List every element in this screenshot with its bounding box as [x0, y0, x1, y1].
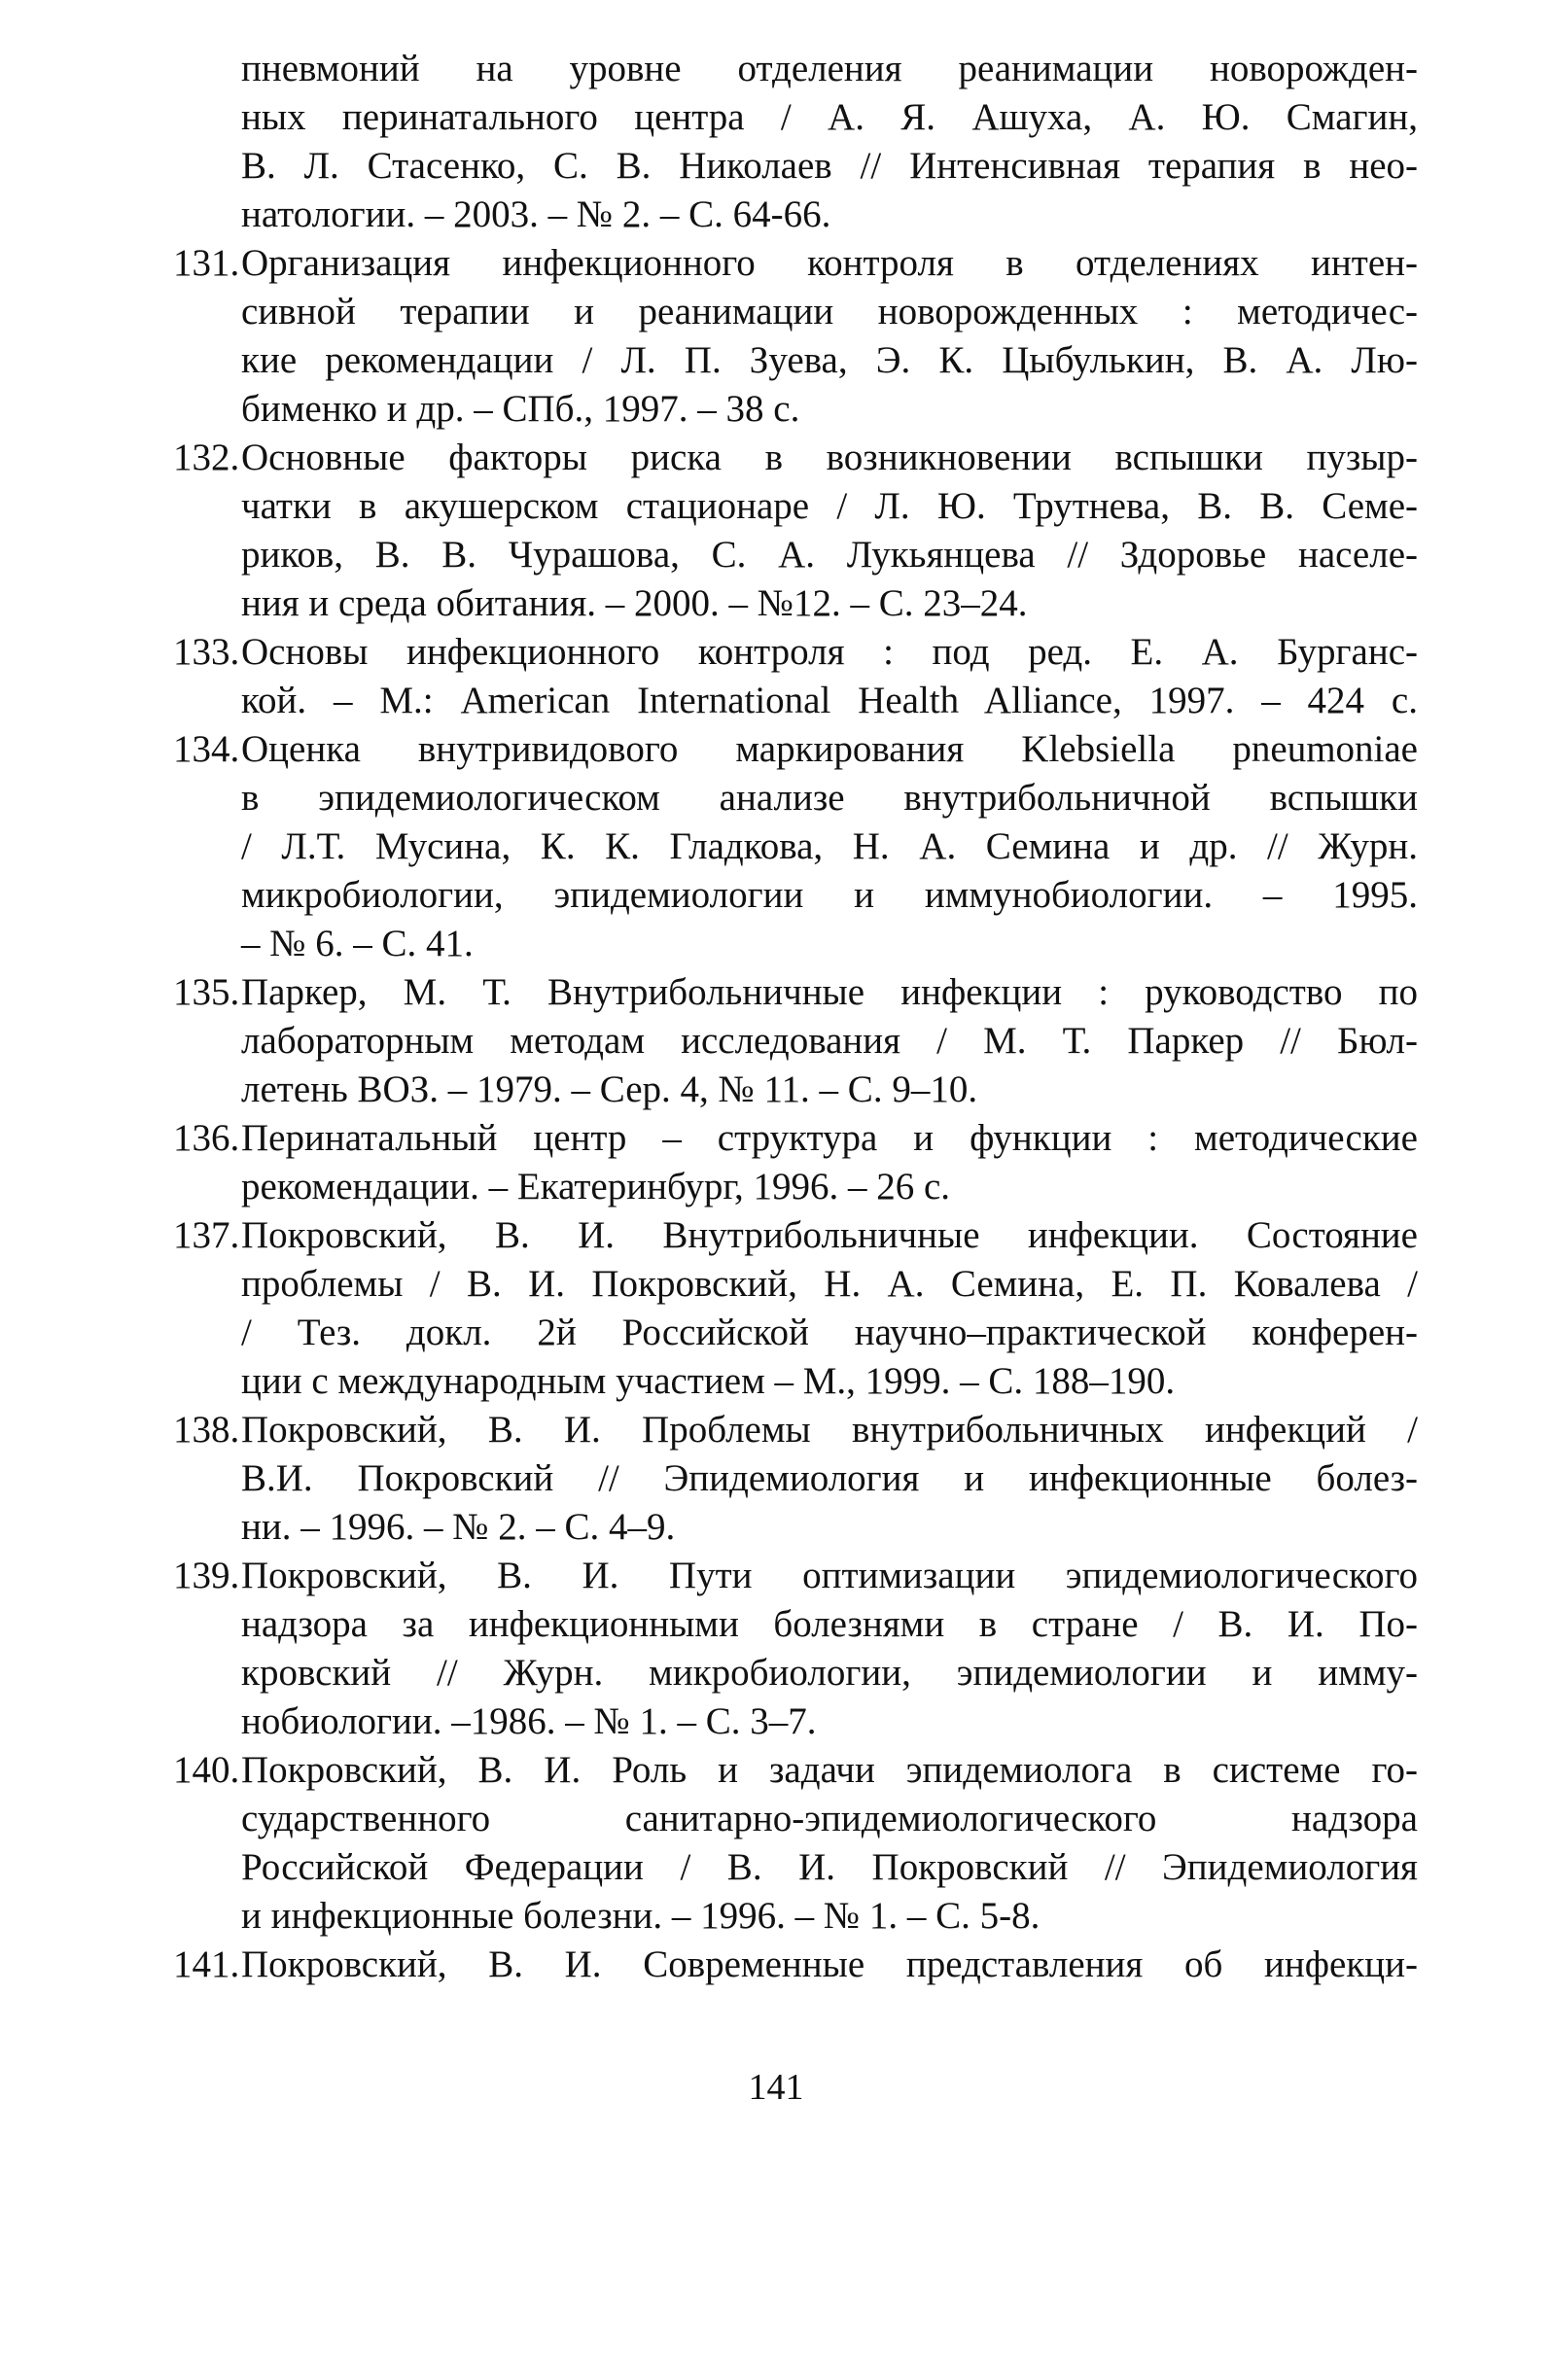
text-line: надзора за инфекционными болезнями в стране / В. И. По- — [241, 1603, 1418, 1645]
text-line: Организация инфекционного контроля в отделениях интен- — [241, 242, 1418, 284]
reference-number: 133. — [173, 631, 240, 673]
text-line: Оценка внутривидового маркирования Klebsiella pneumoniae — [241, 728, 1418, 770]
reference-number: 138. — [173, 1409, 240, 1451]
text-line: сивной терапии и реанимации новорожденных : методичес- — [241, 291, 1418, 332]
reference-item-141 — [173, 1941, 1418, 1989]
text-line: проблемы / В. И. Покровский, Н. А. Семина, Е. П. Ковалева / — [241, 1263, 1418, 1305]
reference-text — [241, 628, 1418, 725]
text-line: кой. – М.: American International Health Alliance, 1997. – 424 с. — [241, 680, 1418, 721]
reference-item-136 — [173, 1114, 1418, 1211]
text-line: пневмоний на уровне отделения реанимации новорожден- — [241, 48, 1418, 89]
reference-item-132 — [173, 434, 1418, 628]
page-number: 141 — [748, 2067, 804, 2108]
reference-text — [241, 1406, 1418, 1552]
text-line: / Тез. докл. 2й Российской научно–практической конферен- — [241, 1312, 1418, 1353]
text-line: в эпидемиологическом анализе внутрибольничной вспышки — [241, 777, 1418, 819]
reference-list — [173, 45, 1418, 1989]
reference-item-131 — [173, 239, 1418, 434]
text-line: сударственного санитарно-эпидемиологического надзора — [241, 1798, 1418, 1839]
reference-text — [241, 1552, 1418, 1746]
text-line: лабораторным методам исследования / М. Т. Паркер // Бюл- — [241, 1020, 1418, 1062]
reference-continuation — [173, 45, 1418, 239]
reference-item-140 — [173, 1746, 1418, 1941]
text-line: – № 6. – С. 41. — [241, 923, 474, 964]
text-line: микробиологии, эпидемиологии и иммунобиологии. – 1995. — [241, 874, 1418, 916]
text-line: натологии. – 2003. – № 2. – С. 64-66. — [241, 193, 831, 235]
reference-text — [241, 434, 1418, 628]
reference-number: 141. — [173, 1943, 240, 1985]
text-line: Покровский, В. И. Современные представления об инфекци- — [241, 1943, 1418, 1985]
reference-number: 137. — [173, 1214, 240, 1256]
text-line: ни. – 1996. – № 2. – С. 4–9. — [241, 1506, 676, 1548]
text-line: В. Л. Стасенко, С. В. Николаев // Интенсивная терапия в нео- — [241, 145, 1418, 187]
text-line: Покровский, В. И. Роль и задачи эпидемиолога в системе го- — [241, 1749, 1418, 1791]
text-line: летень ВОЗ. – 1979. – Сер. 4, № 11. – С. 9–10. — [241, 1068, 978, 1110]
text-line: риков, В. В. Чурашова, С. А. Лукьянцева // Здоровье населе- — [241, 534, 1418, 576]
reference-number: 132. — [173, 437, 240, 478]
reference-item-135 — [173, 968, 1418, 1114]
reference-number: 140. — [173, 1749, 240, 1791]
text-line: Покровский, В. И. Внутрибольничные инфекции. Состояние — [241, 1214, 1418, 1256]
text-line: рекомендации. – Екатеринбург, 1996. – 26 с. — [241, 1166, 951, 1208]
reference-number: 131. — [173, 242, 240, 284]
reference-number: 134. — [173, 728, 240, 770]
text-line: Основные факторы риска в возникновении вспышки пузыр- — [241, 437, 1418, 478]
reference-number: 135. — [173, 971, 240, 1013]
text-line: ния и среда обитания. – 2000. – №12. – С. 23–24. — [241, 582, 1028, 624]
reference-text — [241, 725, 1418, 968]
reference-text — [241, 1114, 1418, 1211]
reference-text — [241, 968, 1418, 1114]
text-line: и инфекционные болезни. – 1996. – № 1. – С. 5-8. — [241, 1895, 1041, 1937]
reference-item-133 — [173, 628, 1418, 725]
text-line: нобиологии. –1986. – № 1. – С. 3–7. — [241, 1700, 817, 1742]
reference-text — [241, 45, 1418, 239]
text-line: Основы инфекционного контроля : под ред. Е. А. Бурганс- — [241, 631, 1418, 673]
text-line: Покровский, В. И. Пути оптимизации эпидемиологического — [241, 1555, 1418, 1596]
text-line: чатки в акушерском стационаре / Л. Ю. Трутнева, В. В. Семе- — [241, 485, 1418, 527]
reference-number: 139. — [173, 1555, 240, 1596]
text-line: Покровский, В. И. Проблемы внутрибольничных инфекций / — [241, 1409, 1418, 1451]
text-line: бименко и др. – СПб., 1997. – 38 с. — [241, 388, 800, 430]
text-line: кровский // Журн. микробиологии, эпидемиологии и имму- — [241, 1652, 1418, 1694]
reference-text — [241, 1941, 1418, 1989]
text-line: кие рекомендации / Л. П. Зуева, Э. К. Цыбулькин, В. А. Лю- — [241, 339, 1418, 381]
reference-item-139 — [173, 1552, 1418, 1746]
text-line: Паркер, М. Т. Внутрибольничные инфекции : руководство по — [241, 971, 1418, 1013]
reference-number: 136. — [173, 1117, 240, 1159]
reference-item-138 — [173, 1406, 1418, 1552]
reference-text — [241, 1211, 1418, 1406]
text-line: Российской Федерации / В. И. Покровский // Эпидемиология — [241, 1846, 1418, 1888]
reference-text — [241, 239, 1418, 434]
reference-item-137 — [173, 1211, 1418, 1406]
text-line: ции с международным участием – М., 1999. – С. 188–190. — [241, 1360, 1176, 1402]
text-line: Перинатальный центр – структура и функции : методические — [241, 1117, 1418, 1159]
text-line: В.И. Покровский // Эпидемиология и инфекционные болез- — [241, 1457, 1418, 1499]
text-line: / Л.Т. Мусина, К. К. Гладкова, Н. А. Семина и др. // Журн. — [241, 825, 1418, 867]
reference-item-134 — [173, 725, 1418, 968]
text-line: ных перинатального центра / А. Я. Ашуха, А. Ю. Смагин, — [241, 96, 1418, 138]
reference-text — [241, 1746, 1418, 1941]
